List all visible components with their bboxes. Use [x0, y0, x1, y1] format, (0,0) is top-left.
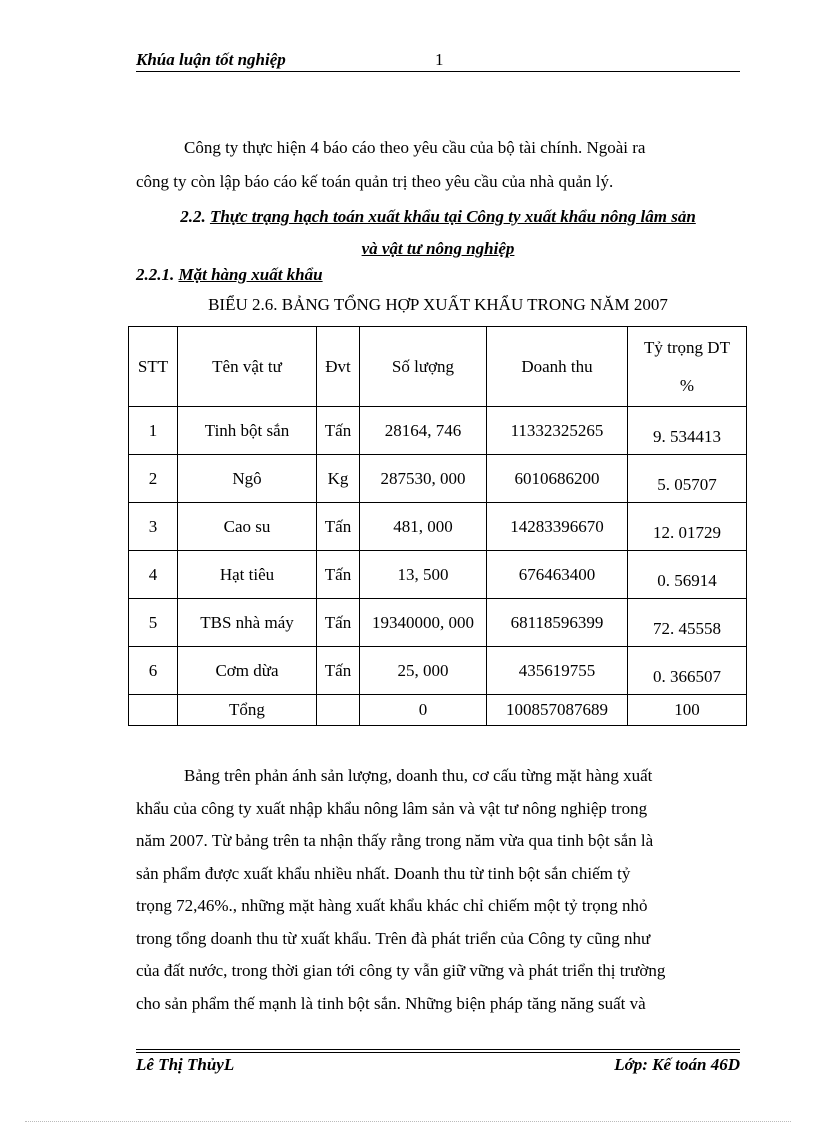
cell-qty: 25, 000: [360, 647, 487, 695]
cell-pct: [628, 647, 747, 695]
cell-revenue: 676463400: [487, 551, 628, 599]
cell-qty: 19340000, 000: [360, 599, 487, 647]
cell-stt: 1: [129, 407, 178, 455]
cell-pct-value: 12. 01729: [653, 522, 721, 542]
analysis-line: trọng 72,46%., những mặt hàng xuất khẩu khác chỉ chiếm một tỷ trọng nhỏ: [136, 896, 648, 915]
table-row: [129, 599, 747, 647]
cell-revenue: 435619755: [487, 647, 628, 695]
col-header-pct-line-1: Tỷ trọng DT: [644, 337, 730, 357]
cell-revenue: 6010686200: [487, 455, 628, 503]
col-header-revenue: Doanh thu: [487, 327, 628, 407]
table-row: [129, 455, 747, 503]
cell-pct-value: 0. 56914: [657, 570, 717, 590]
cell-name: Cao su: [178, 503, 317, 551]
cell-stt: 3: [129, 503, 178, 551]
col-header-unit: Đvt: [317, 327, 360, 407]
intro-line-1: Công ty thực hiện 4 báo cáo theo yêu cầu của bộ tài chính. Ngoài ra: [184, 138, 646, 157]
footer-rule: [136, 1049, 740, 1050]
cell-unit: Kg: [317, 455, 360, 503]
analysis-line: cho sản phẩm thế mạnh là tinh bột sắn. Những biện pháp tăng năng suất và: [136, 993, 646, 1013]
cell-pct: [628, 407, 747, 455]
cell-name: TBS nhà máy: [178, 599, 317, 647]
total-qty: 0: [360, 695, 487, 726]
intro-paragraph: [136, 131, 740, 199]
cell-stt: 5: [129, 599, 178, 647]
cell-qty: 287530, 000: [360, 455, 487, 503]
col-header-name: Tên vật tư: [178, 327, 317, 407]
footer-class: Lớp: Kế toán 46D: [614, 1055, 740, 1074]
cell-revenue: 11332325265: [487, 407, 628, 455]
export-summary-table: [128, 326, 747, 726]
header-rule: [136, 71, 740, 72]
cell-pct: [628, 599, 747, 647]
table-row: [129, 647, 747, 695]
col-header-qty: Số lượng: [360, 327, 487, 407]
table-total-row: [129, 695, 747, 726]
section-heading: [136, 201, 740, 265]
cell-stt: 4: [129, 551, 178, 599]
cell-pct: [628, 551, 747, 599]
cell-pct: [628, 503, 747, 551]
table-row: [129, 503, 747, 551]
section-number: 2.2.: [180, 207, 206, 226]
cell-stt: 2: [129, 455, 178, 503]
cell-stt: [129, 695, 178, 726]
section-title-line-1: Thực trạng hạch toán xuất khẩu tại Công ty xuất khẩu nông lâm sản: [209, 207, 696, 226]
analysis-line: năm 2007. Từ bảng trên ta nhận thấy rằng trong năm vừa qua tinh bột sắn là: [136, 831, 654, 850]
analysis-line: khẩu của công ty xuất nhập khẩu nông lâm sản và vật tư nông nghiệp trong: [136, 798, 648, 818]
total-pct: 100: [628, 695, 747, 726]
total-revenue: 100857087689: [487, 695, 628, 726]
analysis-line: sản phẩm được xuất khẩu nhiều nhất. Doanh thu từ tinh bột sắn chiếm tỷ: [136, 863, 631, 883]
page-edge-dotted-line: [25, 1121, 791, 1122]
subsection-title: Mặt hàng xuất khẩu: [178, 265, 323, 284]
col-header-pct-line-2: %: [679, 375, 695, 395]
total-label: Tổng: [178, 695, 317, 726]
cell-qty: 28164, 746: [360, 407, 487, 455]
cell-revenue: 14283396670: [487, 503, 628, 551]
cell-pct: [628, 455, 747, 503]
table-row: [129, 551, 747, 599]
cell-unit: Tấn: [317, 551, 360, 599]
analysis-line: Bảng trên phản ánh sản lượng, doanh thu, cơ cấu từng mặt hàng xuất: [184, 766, 653, 785]
cell-revenue: 68118596399: [487, 599, 628, 647]
table-row: [129, 407, 747, 455]
cell-pct-value: 72. 45558: [653, 618, 721, 638]
cell-name: Tinh bột sắn: [178, 407, 317, 455]
cell-unit: [317, 695, 360, 726]
cell-pct-value: 0. 366507: [653, 666, 721, 686]
cell-unit: Tấn: [317, 407, 360, 455]
subsection-heading: [136, 265, 323, 285]
col-header-stt: STT: [129, 327, 178, 407]
table-header-row: [129, 327, 747, 407]
analysis-line: của đất nước, trong thời gian tới công ty vẫn giữ vững và phát triển thị trường: [136, 961, 666, 980]
cell-stt: 6: [129, 647, 178, 695]
table-caption: BIỂU 2.6. BẢNG TỔNG HỢP XUẤT KHẨU TRONG NĂM 2007: [208, 295, 668, 314]
page-number: 1: [435, 50, 444, 69]
footer-author: Lê Thị ThủyL: [136, 1055, 235, 1074]
analysis-paragraph: [136, 760, 740, 1020]
intro-line-2: công ty còn lập báo cáo kế toán quản trị theo yêu cầu của nhà quản lý.: [136, 172, 614, 191]
cell-unit: Tấn: [317, 647, 360, 695]
analysis-line: trong tổng doanh thu từ xuất khẩu. Trên đà phát triển của Công ty cũng như: [136, 928, 651, 948]
cell-pct-value: 9. 534413: [653, 426, 721, 446]
cell-pct-value: 5. 05707: [657, 474, 717, 494]
cell-name: Hạt tiêu: [178, 551, 317, 599]
cell-qty: 481, 000: [360, 503, 487, 551]
footer-rule: [136, 1052, 740, 1053]
header-title: Khúa luận tốt nghiệp: [136, 50, 286, 69]
cell-unit: Tấn: [317, 599, 360, 647]
cell-name: Cơm dừa: [178, 647, 317, 695]
cell-qty: 13, 500: [360, 551, 487, 599]
cell-name: Ngô: [178, 455, 317, 503]
section-title-line-2: và vật tư nông nghiệp: [361, 239, 515, 258]
cell-unit: Tấn: [317, 503, 360, 551]
col-header-pct: [628, 327, 747, 407]
subsection-number: 2.2.1.: [136, 265, 175, 284]
